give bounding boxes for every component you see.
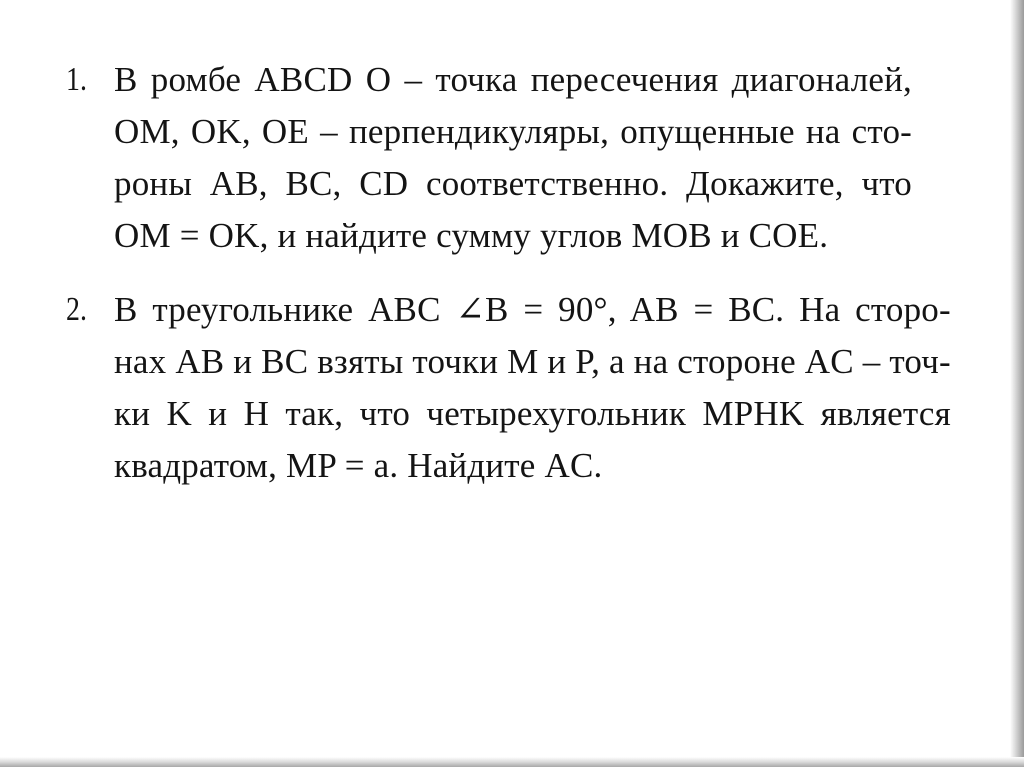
problem-list — [66, 54, 951, 492]
problem-line: ки K и H так, что четырехугольник MPHK является — [114, 394, 951, 433]
problem-line: квадратом, MP = a. Найдите AC. — [114, 446, 603, 485]
problem-line: В ромбе ABCD O – точка пересечения диагоналей, — [114, 60, 912, 99]
problem-number: 1. — [66, 61, 87, 98]
problem-number: 2. — [66, 291, 87, 328]
slide-shadow-right — [1010, 0, 1024, 767]
problem-line: роны AB, BC, CD соответственно. Докажите, что — [114, 164, 912, 203]
problem-2 — [66, 284, 951, 492]
problem-text — [114, 54, 912, 262]
problem-line: OM = OK, и найдите сумму углов MOB и COE. — [114, 216, 829, 255]
problem-1 — [66, 54, 912, 262]
problem-line: OM, OK, OE – перпендикуляры, опущенные на сто- — [114, 112, 912, 151]
problem-text — [114, 284, 951, 492]
problem-line: В треугольнике ABC ∠B = 90°, AB = BC. На сторо- — [114, 290, 951, 329]
problem-line: нах AB и BC взяты точки M и P, а на стороне AC – точ- — [114, 342, 951, 381]
slide-shadow-bottom — [0, 757, 1024, 767]
